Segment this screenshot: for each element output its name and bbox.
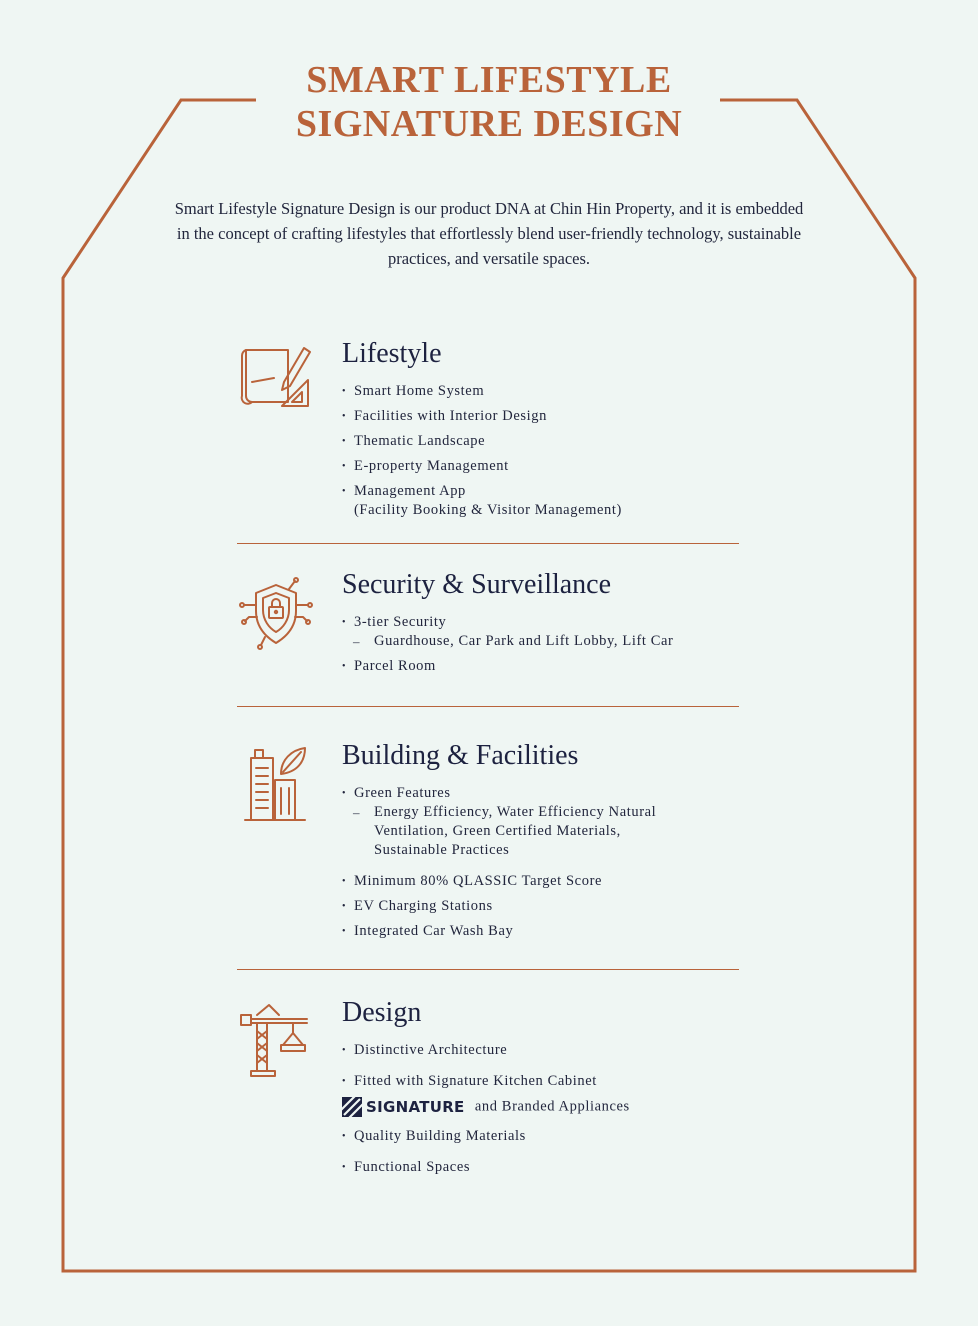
- blueprint-icon: [240, 342, 312, 412]
- section-divider: [237, 706, 739, 707]
- list-item: • Fitted with Signature Kitchen Cabinet: [342, 1072, 742, 1091]
- list-item-continuation: (Facility Booking & Visitor Management): [354, 502, 622, 518]
- list-item: • Parcel Room: [342, 657, 742, 676]
- section-divider: [237, 969, 739, 970]
- section-divider: [237, 543, 739, 544]
- signature-logo-icon: [342, 1097, 362, 1117]
- section-design: [237, 997, 739, 1187]
- list-item: • Smart Home System: [342, 382, 742, 401]
- list-item: • Management App: [342, 482, 742, 501]
- section-title: Building & Facilities: [342, 740, 579, 771]
- item-list: [342, 784, 742, 941]
- page-title-line1: SMART LIFESTYLE: [306, 59, 672, 101]
- item-list: [342, 1041, 742, 1177]
- item-list: [342, 613, 742, 676]
- signature-caption: and Branded Appliances: [474, 1098, 630, 1115]
- list-item: • E-property Management: [342, 457, 742, 476]
- signature-logo: [342, 1097, 465, 1117]
- section-title: Design: [342, 997, 422, 1028]
- intro-paragraph: Smart Lifestyle Signature Design is our product DNA at Chin Hin Property, and it is embedded in the concept of crafting lifestyles that effortlessly blend user-friendly technology, sustainable practices, and versatile spaces.: [174, 199, 804, 268]
- item-list: [342, 382, 742, 520]
- list-item: • Integrated Car Wash Bay: [342, 922, 742, 941]
- signature-logo-text: SIGNATURE: [366, 1097, 465, 1116]
- page-title-line2: SIGNATURE DESIGN: [295, 103, 683, 145]
- section-building: [237, 740, 739, 950]
- list-item: • Facilities with Interior Design: [342, 407, 742, 426]
- list-item: • Quality Building Materials: [342, 1127, 742, 1146]
- page-title: [0, 58, 978, 146]
- list-item: • Thematic Landscape: [342, 432, 742, 451]
- section-title: Security & Surveillance: [342, 569, 612, 600]
- list-item: • Green Features: [342, 784, 742, 803]
- section-title: Lifestyle: [342, 338, 442, 369]
- list-subitem: – Energy Efficiency, Water Efficiency Natural: [342, 803, 742, 822]
- list-subitem: – Guardhouse, Car Park and Lift Lobby, Lift Car: [342, 632, 742, 651]
- list-item: • Minimum 80% QLASSIC Target Score: [342, 872, 742, 891]
- list-item: • EV Charging Stations: [342, 897, 742, 916]
- green-building-icon: [241, 744, 313, 826]
- crane-icon: [239, 1001, 311, 1081]
- list-item: • 3-tier Security: [342, 613, 742, 632]
- signature-brand-line: [342, 1097, 742, 1117]
- section-lifestyle: [237, 338, 739, 528]
- section-security: [237, 569, 739, 689]
- list-subitem-continuation: Sustainable Practices: [374, 842, 510, 858]
- list-item: • Functional Spaces: [342, 1158, 742, 1177]
- shield-lock-icon: [237, 575, 315, 655]
- list-subitem-continuation: Ventilation, Green Certified Materials,: [374, 823, 621, 839]
- list-item: • Distinctive Architecture: [342, 1041, 742, 1060]
